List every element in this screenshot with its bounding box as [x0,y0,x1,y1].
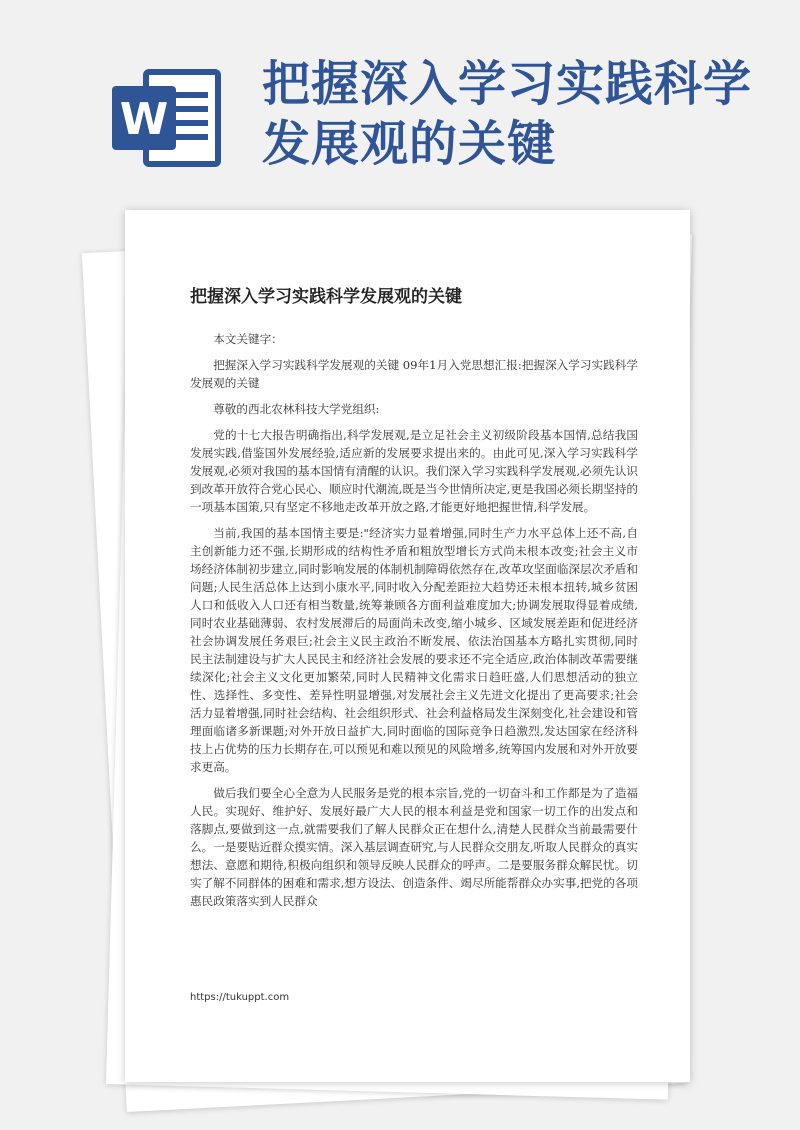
paragraph-body: 做后我们要全心全意为人民服务是党的根本宗旨,党的一切奋斗和工作都是为了造福人民。实现好、维护好、发展好最广大人民的根本利益是党和国家一切工作的出发点和落脚点,要做到这一点,就需要我们了解人民群众正在想什么,清楚人民群众当前最需要什么。一是要贴近群众摸实情。深入基层调查研究,与人民群众交朋友,听取人民群众的真实想法、意愿和期待,积极向组织和领导反映人民群众的呼声。二是要服务群众解民忧。切实了解不同群体的困难和需求,想方设法、创造条件、竭尽所能帮群众办实事,把党的各项惠民政策落实到人民群众 [190,786,638,908]
banner-title: 把握深入学习实践科学发展观的关键 [262,56,753,172]
paragraph-body: 当前,我国的基本国情主要是:"经济实力显着增强,同时生产力水平总体上还不高,自主创新能力还不强,长期形成的结构性矛盾和粗放型增长方式尚未根本改变;社会主义市场经济体制初步建立,同时影响发展的体制机制障碍依然存在,改革攻坚面临深层次矛盾和问题;人民生活总体上达到小康水平,同时收入分配差距拉大趋势还未根本扭转,城乡贫困人口和低收入人口还有相当数量,统筹兼顾各方面利益难度加大;协调发展取得显着成绩,同时农业基础薄弱、农村发展滞后的局面尚未改变,缩小城乡、区域发展差距和促进经济社会协调发展任务艰巨;社会主义民主政治不断发展、依法治国基本方略扎实贯彻,同时民主法制建设与扩大人民民主和经济社会发展的要求还不完全适应,政治体制改革需要继续深化;社会主义文化更加繁荣,同时人民精神文化需求日趋旺盛,人们思想活动的独立性、选择性、多变性、差异性明显增强,对发展社会主义先进文化提出了更高要求;社会活力显着增强,同时社会结构、社会组织形式、社会利益格局发生深刻变化,社会建设和管理面临诸多新课题;对外开放日益扩大,同时面临的国际竞争日趋激烈,发达国家在经济科技上占优势的压力长期存在,可以预见和难以预见的风险增多,统筹国内发展和对外开放要求更高。 [190,526,638,774]
paragraph-keywords: 本文关键字： [213,332,283,346]
paragraph-body: 党的十七大报告明确指出,科学发展观,是立足社会主义初级阶段基本国情,总结我国发展实践,借鉴国外发展经验,适应新的发展要求提出来的。由此可见,深入学习实践科学发展观,必须对我国的基本国情有清醒的认识。我们深入学习实践科学发展观,必须先认识到改革开放符合党心民心、顺应时代潮流,既是当今世情所决定,更是我国必须长期坚持的一项基本国策,只有坚定不移地走改革开放之路,才能更好地把握世情,科学发展。 [190,428,638,514]
paragraph-salutation: 尊敬的西北农林科技大学党组织: [213,402,380,416]
document-title: 把握深入学习实践科学发展观的关键 [190,287,462,307]
footer-url: https://tukuppt.com [190,992,290,1003]
document-page [125,210,690,1082]
paragraph-subtitle: 把握深入学习实践科学发展观的关键 09年1月入党思想汇报:把握深入学习实践科学发展观的关键 [190,358,638,390]
word-icon-letter: W [119,94,169,145]
document-body [190,330,638,918]
word-document-icon [110,68,222,168]
